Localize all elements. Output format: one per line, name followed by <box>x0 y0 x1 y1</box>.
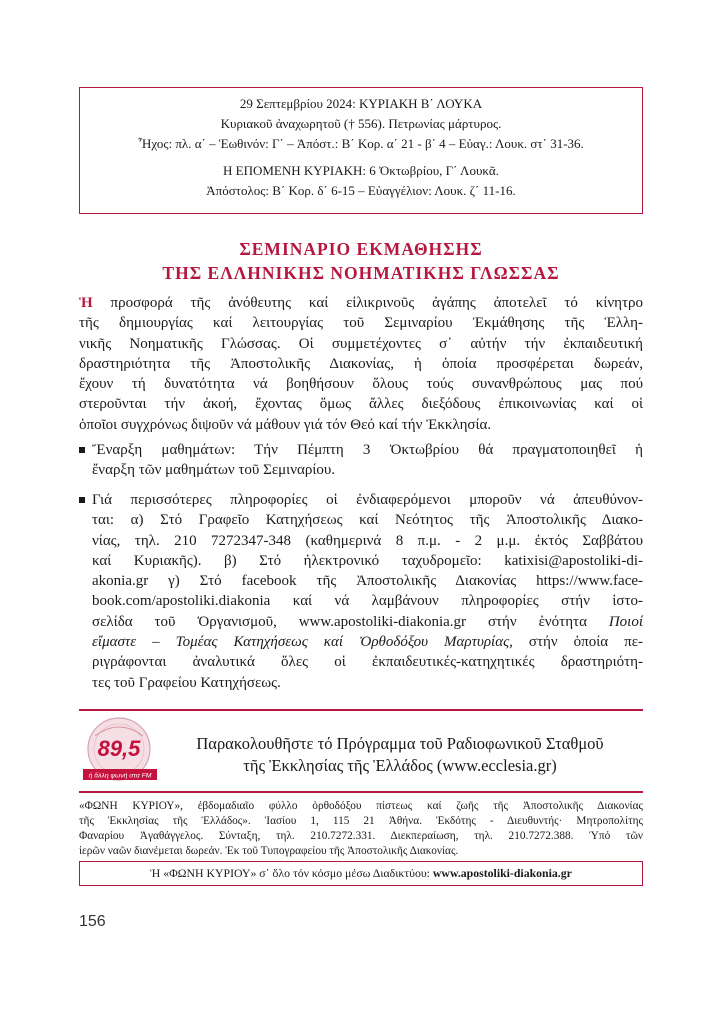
info-line: 29 Σεπτεμβρίου 2024: ΚΥΡΙΑΚΗ Β΄ ΛΟΥΚΑ <box>239 96 483 111</box>
bullet-square-icon <box>79 447 85 453</box>
website-box <box>79 861 643 886</box>
paragraph-line: δραστηριότητα τῆς Ἀποστολικῆς Διακονίας, ἡ ὁποία προσφέρεται δωρεάν, <box>79 355 643 372</box>
colophon-line: Φαναρίου Ἀγαθάγγελος. Σύνταξη, τηλ. 210.7272.331. Διεκπεραίωση, τηλ. 210.7272.388. Ὑπό τῶν <box>79 830 643 842</box>
paragraph-line: τες τοῦ Γραφείου Κατηχήσεως. <box>92 674 281 691</box>
bullet-square-icon <box>79 497 85 503</box>
paragraph-line: νικῆς Νοηματικῆς Γλώσσας. Οἱ συμμετέχοντες σ᾿ αὐτήν τήν ἐκπαιδευτική <box>79 335 643 352</box>
info-line: Η ΕΠΟΜΕΝΗ ΚΥΡΙΑΚΗ: 6 Ὀκτωβρίου, Γ΄ Λουκᾶ. <box>223 163 499 178</box>
bullet-text <box>92 490 643 693</box>
bullet-text <box>92 440 643 481</box>
bullet-item-start-date <box>79 440 643 481</box>
drop-letter: Ἡ <box>79 295 93 311</box>
divider-rule <box>79 791 643 793</box>
colophon-line: τῆς Ἐκκλησίας τῆς Ἑλλάδος». Ἰασίου 1, 115 21 Ἀθήνα. Ἐκδότης - Διευθυντής· Μητροπολίτης <box>79 815 643 827</box>
radio-line: τῆς Ἐκκλησίας τῆς Ἑλλάδος (www.ecclesia.gr) <box>243 756 557 775</box>
paragraph-line: τῆς δημιουργίας καί λειτουργίας τοῦ Σεμιναρίου Ἐκμάθησης τῆς Ἑλλη- <box>79 315 643 332</box>
section-name-italic: Ποιοί <box>608 613 643 630</box>
seminar-title <box>79 237 643 285</box>
paragraph-line: ὁποῖοι συγχρόνως διψοῦν νά μάθουν γιά τόν Θεό καί τήν Ἐκκλησία. <box>79 416 492 433</box>
paragraph-line: ἔναρξη τῶν μαθημάτων τοῦ Σεμιναρίου. <box>92 462 336 479</box>
paragraph-line: στεροῦνται τήν ἀκοή, ἔχοντας ὅμως ἄλλες διεξόδους ἐπικοινωνίας καί οἱ <box>79 396 643 413</box>
paragraph-line <box>92 612 643 632</box>
seminar-intro-paragraph <box>79 293 643 435</box>
radio-frequency: 89,5 <box>97 736 141 761</box>
colophon-line: ἱερῶν ναῶν διανέμεται δωρεάν. Ἐκ τοῦ Τυπογραφείου τῆς Ἀποστολικῆς Διακονίας. <box>79 845 459 857</box>
paragraph-line: καί Κυριακῆς). β) Στό ἠλεκτρονικό ταχυδρομεῖο: katixisi@apostoliki-di- <box>92 552 643 569</box>
paragraph-line <box>92 632 643 652</box>
paragraph-line: Ἔναρξη μαθημάτων: Τήν Πέμπτη 3 Ὀκτωβρίου θά πραγματοποιηθεῖ ἡ <box>92 442 643 458</box>
colophon-line: «ΦΩΝΗ ΚΥΡΙΟΥ», ἑβδομαδιαῖο φύλλο ὀρθοδόξου πίστεως καί ζωῆς τῆς Ἀποστολικῆς Διακονίας <box>79 800 643 812</box>
page-number: 156 <box>79 913 106 930</box>
info-line: Κυριακοῦ ἀναχωρητοῦ († 556). Πετρωνίας μάρτυρος. <box>220 116 502 131</box>
seminar-title-line: ΣΕΜΙΝΑΡΙΟ ΕΚΜΑΘΗΣΗΣ <box>239 239 483 259</box>
liturgical-info-box <box>79 87 643 214</box>
radio-slogan: ἡ ἄλλη φωνή στα FM <box>88 772 152 780</box>
radio-station-logo <box>81 714 159 786</box>
info-line: Ἀπόστολος: Β΄ Κορ. δ΄ 6-15 – Εὐαγγέλιον: Λουκ. ζ΄ 11-16. <box>206 183 516 198</box>
info-line: Ἦχος: πλ. α΄ – Ἑωθινόν: Γ΄ – Ἀπόστ.: Β΄ Κορ. α΄ 21 - β΄ 4 – Εὐαγ.: Λουκ. στ΄ 31-36. <box>138 136 584 151</box>
paragraph-line: ριγράφονται ἀναλυτικά ὅλες οἱ ἐκπαιδευτικές-κατηχητικές δραστηριότη- <box>92 654 643 671</box>
paragraph-line: akonia.gr γ) Στό facebook τῆς Ἀποστολικῆς Διακονίας https://www.face- <box>92 573 643 590</box>
paragraph-text: σελίδα τοῦ Ὀργανισμοῦ, www.apostoliki-diakonia.gr στήν ἑνότητα <box>92 613 609 630</box>
paragraph-text: στήν ὁποία πε- <box>512 634 643 651</box>
paragraph-line: ἔχουν τή δυνατότητα νά βοηθήσουν ὅλους τούς συνανθρώπους μας πού <box>79 376 643 393</box>
radio-announcement <box>165 733 635 777</box>
paragraph-line: book.com/apostoliki.diakonia καί νά λαμβάνουν πληροφορίες στήν ἱστο- <box>92 593 643 610</box>
website-label: Ἡ «ΦΩΝΗ ΚΥΡΙΟΥ» σ᾿ ὅλο τόν κόσμο μέσω Διαδικτύου: <box>150 866 433 880</box>
seminar-title-line: ΤΗΣ ΕΛΛΗΝΙΚΗΣ ΝΟΗΜΑΤΙΚΗΣ ΓΛΩΣΣΑΣ <box>162 263 560 283</box>
publication-colophon <box>79 799 643 859</box>
paragraph-line: ται: α) Στό Γραφεῖο Κατηχήσεως καί Νεότητος τῆς Ἀποστολικῆς Διακο- <box>92 512 643 529</box>
divider-rule <box>79 709 643 711</box>
section-name-italic: εἴμαστε – Τομέας Κατηχήσεως καί Ὀρθοδόξου Μαρτυρίας, <box>92 634 513 651</box>
paragraph-line: προσφορά τῆς ἀνόθευτης καί εἰλικρινοῦς ἀγάπης ἀποτελεῖ τό κίνητρο <box>92 295 643 311</box>
paragraph-line: νίας, τηλ. 210 7272347-348 (καθημερινά 8 π.μ. - 2 μ.μ. ἐκτός Σαββάτου <box>92 532 643 549</box>
website-url: www.apostoliki-diakonia.gr <box>432 866 572 880</box>
bullet-item-contact-info <box>79 490 643 693</box>
paragraph-line: Γιά περισσότερες πληροφορίες οἱ ἐνδιαφερόμενοι μποροῦν νά ἀπευθύνον- <box>92 492 643 508</box>
radio-line: Παρακολουθῆστε τό Πρόγραμμα τοῦ Ραδιοφωνικοῦ Σταθμοῦ <box>196 734 604 753</box>
